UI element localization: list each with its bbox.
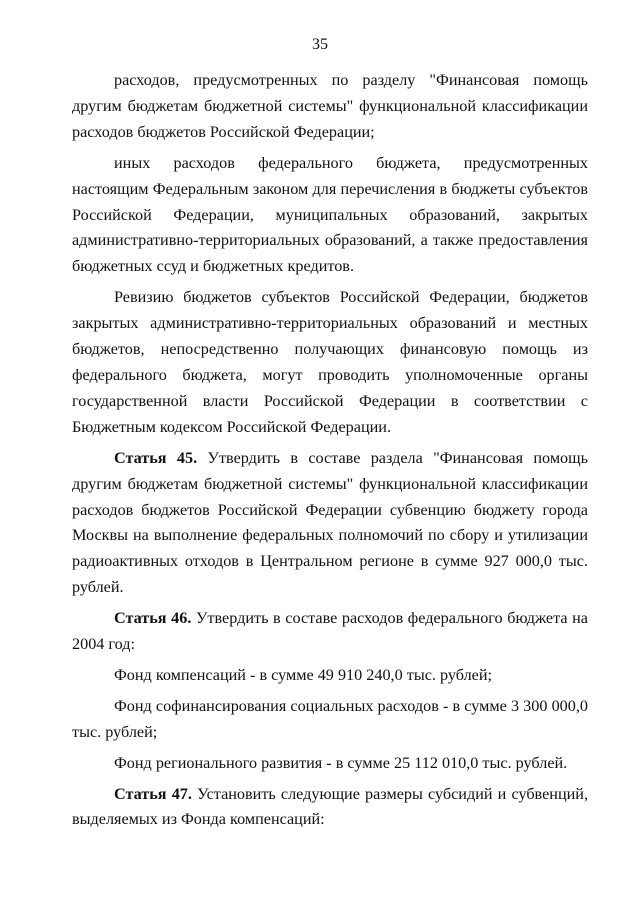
paragraph — [72, 68, 588, 146]
article-heading: Статья 47. — [114, 784, 192, 803]
paragraph-article-46 — [72, 606, 588, 658]
paragraph-article-47 — [72, 782, 588, 834]
paragraph-text: Фонд софинансирования социальных расходов - в сумме 3 300 000,0 тыс. рублей; — [72, 696, 588, 741]
paragraph-text: Ревизию бюджетов субъектов Российской Федерации, бюджетов закрытых административно-территориальных образований и местных бюджетов, непосредственно получающих финансовую помощь из федерального бюджета, могут проводить уполномоченные органы государственной власти Российской Федерации в соответствии с Бюджетным кодексом Российской Федерации. — [72, 288, 588, 436]
paragraph — [72, 663, 588, 689]
paragraph-text: иных расходов федерального бюджета, предусмотренных настоящим Федеральным законом для перечисления в бюджеты субъектов Российской Федерации, муниципальных образований, закрытых административно-территориальных образований, а также предоставления бюджетных ссуд и бюджетных кредитов. — [72, 153, 588, 276]
paragraph — [72, 151, 588, 281]
paragraph-text: расходов, предусмотренных по разделу "Финансовая помощь другим бюджетам бюджетной системы" функциональной классификации расходов бюджетов Российской Федерации; — [72, 71, 588, 141]
paragraph — [72, 285, 588, 440]
paragraph-text: Фонд регионального развития - в сумме 25 112 010,0 тыс. рублей. — [114, 753, 568, 772]
article-heading: Статья 45. — [114, 448, 198, 467]
paragraph-article-45 — [72, 446, 588, 601]
paragraph-text: Утвердить в составе раздела "Финансовая помощь другим бюджетам бюджетной системы" функциональной классификации расходов бюджетов Российской Федерации субвенцию бюджету города Москвы на выполнение федеральных полномочий по сбору и утилизации радиоактивных отходов в Центральном регионе в сумме 927 000,0 тыс. рублей. — [72, 448, 589, 597]
page-number: 35 — [312, 36, 328, 53]
paragraph-text: Установить следующие размеры субсидий и субвенций, выделяемых из Фонда компенсаций: — [72, 784, 588, 829]
paragraph-text: Фонд компенсаций - в сумме 49 910 240,0 тыс. рублей; — [114, 665, 492, 684]
article-heading: Статья 46. — [114, 609, 192, 628]
document-body — [72, 68, 588, 838]
paragraph — [72, 751, 588, 777]
paragraph — [72, 694, 588, 746]
paragraph-text: Утвердить в составе расходов федерального бюджета на 2004 год: — [72, 609, 588, 654]
